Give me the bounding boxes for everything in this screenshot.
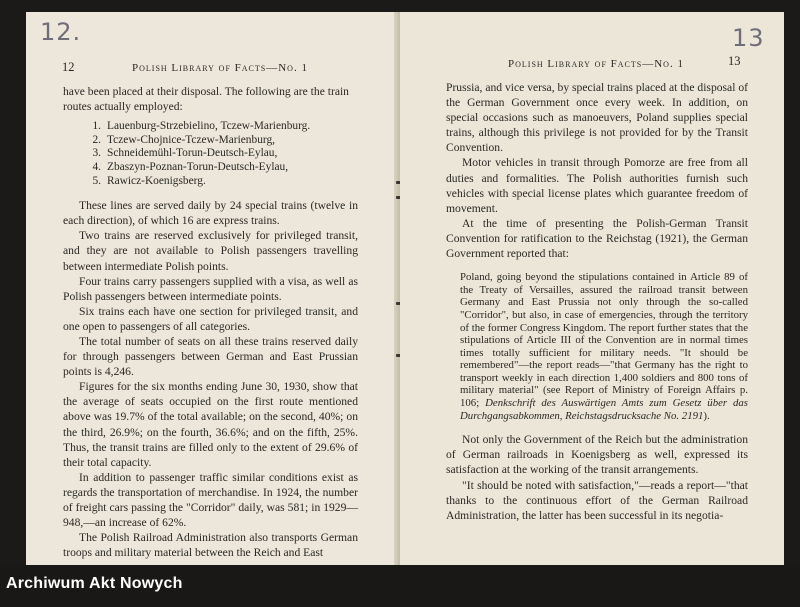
paragraph: Six trains each have one section for privileged transit, and one open to passengers of all categories. <box>63 304 358 333</box>
paragraph: The Polish Railroad Administration also transports German troops and military material between the Reich and East <box>63 531 358 560</box>
list-item: 4. Zbaszyn-Poznan-Torun-Deutsch-Eylau, <box>92 160 289 173</box>
list-item: 3. Schneidemühl-Torun-Deutsch-Eylau, <box>92 147 278 160</box>
paragraph: Figures for the six months ending June 30, 1930, show that the average of seats occupied on the first route mentioned above was 19.7% of the total available; on the second, 40%; on the third, 26.9%; on the fourth, 36.6%; and on the fifth, 25%. Thus, the transit trains are filled only to the extent of 29.6% of their total capacity. <box>63 380 358 469</box>
right-page <box>400 12 784 565</box>
paragraph: Four trains carry passengers supplied with a visa, as well as Polish passengers between intermediate points. <box>63 274 358 303</box>
list-item: 1. Lauenburg-Strzebielino, Tczew-Marienburg. <box>92 120 311 133</box>
list-item: 2. Tczew-Chojnice-Tczew-Marienburg, <box>92 133 276 146</box>
paragraph: "It should be noted with satisfaction,"—reads a report—"that thanks to the continuous effort of the German Railroad Administration, the latter has been successful in its negotia- <box>446 478 748 522</box>
paragraph: At the time of presenting the Polish-German Transit Convention for ratification to the Reichstag (1921), the German Government reported that: <box>446 216 748 261</box>
pencil-page-mark: 12. <box>40 18 82 46</box>
paragraph: Prussia, and vice versa, by special trains placed at the disposal of the German Government once every week. In addition, on special occasions such as manoeuvers, Poland supplies special trains, although this privilege is not provided for by the Transit Convention. <box>446 81 748 155</box>
page-number: 13 <box>728 54 741 68</box>
quote-citation: Denkschrift des Auswärtigen Amts zum Gesetz über das Durchgangsabkommen, Reichstagsdrucksache No. 2191 <box>460 397 749 422</box>
book-spread <box>26 12 784 565</box>
running-head: Polish Library of Facts—No. 1 <box>132 62 308 74</box>
paragraph: Motor vehicles in transit through Pomorze are free from all duties and formalities. The Polish authorities furnish such vehicles with special license plates which guarantee freedom of movement. <box>446 156 748 215</box>
block-quote <box>460 271 748 422</box>
route-list <box>63 120 358 188</box>
right-body-text <box>446 80 748 523</box>
archive-label: Archiwum Akt Nowych <box>6 575 183 592</box>
left-body-text <box>63 84 358 560</box>
intro-line: routes actually employed: <box>63 100 183 114</box>
paragraph: The total number of seats on all these trains reserved daily for through passengers between German and East Prussian points is 4,246. <box>63 335 358 379</box>
paragraph: In addition to passenger traffic similar conditions exist as regards the transportation of merchandise. In 1924, the number of freight cars passing the "Corridor" daily, was 581; in 1929—948,—an increase of 62%. <box>63 470 358 530</box>
running-head: Polish Library of Facts—No. 1 <box>508 58 684 70</box>
pencil-page-mark: 13 <box>732 24 765 52</box>
list-item: 5. Rawicz-Koenigsberg. <box>92 174 206 187</box>
paragraph: Two trains are reserved exclusively for privileged transit, and they are not available to Polish passengers travelling between intermediate Polish points. <box>63 229 358 273</box>
left-page <box>26 12 396 565</box>
intro-line: have been placed at their disposal. The following are the train <box>63 85 349 98</box>
quote-end: ). <box>703 409 710 422</box>
quote-text: Poland, going beyond the stipulations contained in Article 89 of the Treaty of Versailles, assured the railroad transit between Germany and East Prussia not only through the so-called "Corridor", but also, in case of emergencies, through the territory of the former Congress Kingdom. The report further states that the stipulations of Article III of the Convention are in normal times times totally sufficient for military needs. "It should be remembered"—the report reads—"that Germany has the right to transport weekly in each direction 1,400 soldiers and 800 tons of military material" (see Report of Ministry of Foreign Affairs p. 106; <box>460 271 748 410</box>
paragraph: Not only the Government of the Reich but the administration of German railroads in Koenigsberg as well, expressed its satisfaction at the working of the transit arrangements. <box>446 433 748 477</box>
paragraph: These lines are served daily by 24 special trains (twelve in each direction), of which 16 are express trains. <box>63 199 358 228</box>
page-number: 12 <box>62 60 75 74</box>
